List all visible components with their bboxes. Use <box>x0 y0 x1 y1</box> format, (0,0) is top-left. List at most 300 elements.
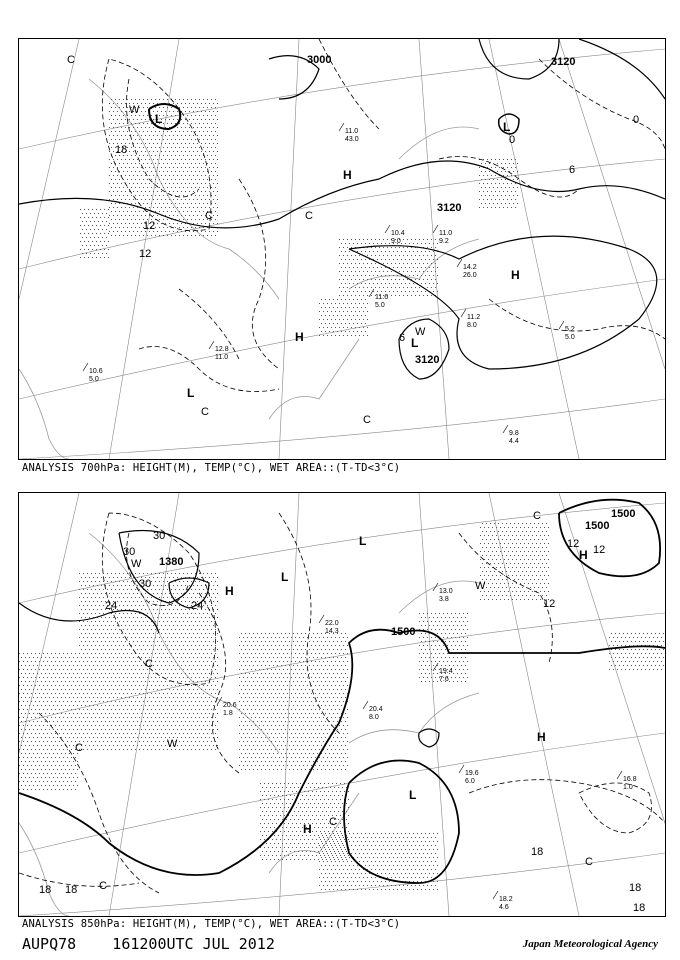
wet-dot <box>129 681 130 682</box>
wet-dot <box>217 617 218 618</box>
wet-dot <box>119 645 120 646</box>
wet-dot <box>199 709 200 710</box>
wet-dot <box>341 307 342 308</box>
wet-dot <box>333 761 334 762</box>
wet-dot <box>89 745 90 746</box>
wet-dot <box>205 697 206 698</box>
wet-dot <box>137 183 138 184</box>
wet-dot <box>343 279 344 280</box>
wet-dot <box>508 551 509 552</box>
wet-dot <box>181 729 182 730</box>
wet-dot <box>277 737 278 738</box>
wet-dot <box>347 765 348 766</box>
wet-dot <box>127 211 128 212</box>
wet-dot <box>29 729 30 730</box>
wet-dot <box>115 661 116 662</box>
wet-dot <box>249 649 250 650</box>
wet-dot <box>113 111 114 112</box>
wet-dot <box>135 147 136 148</box>
wet-dot <box>421 275 422 276</box>
wet-dot <box>55 725 56 726</box>
wet-dot <box>277 745 278 746</box>
wet-dot <box>45 705 46 706</box>
wet-dot <box>71 661 72 662</box>
wet-dot <box>179 235 180 236</box>
wet-dot <box>241 769 242 770</box>
wet-dot <box>91 717 92 718</box>
wet-dot <box>155 187 156 188</box>
wet-dot <box>431 239 432 240</box>
wet-dot <box>51 733 52 734</box>
wet-dot <box>177 665 178 666</box>
wet-dot <box>381 243 382 244</box>
wet-dot <box>61 737 62 738</box>
wet-dot <box>321 761 322 762</box>
station-value: 11.0 <box>215 354 229 361</box>
wet-dot <box>393 251 394 252</box>
wet-dot <box>63 693 64 694</box>
wet-dot <box>23 661 24 662</box>
wet-dot <box>97 689 98 690</box>
wet-dot <box>277 721 278 722</box>
wet-dot <box>205 649 206 650</box>
wet-dot <box>203 685 204 686</box>
wet-dot <box>187 573 188 574</box>
wet-dot <box>113 175 114 176</box>
wet-dot <box>317 673 318 674</box>
wet-dot <box>209 119 210 120</box>
wet-dot <box>133 609 134 610</box>
wet-dot <box>151 171 152 172</box>
wet-dot <box>499 207 500 208</box>
wet-dot <box>183 195 184 196</box>
wet-dot <box>85 689 86 690</box>
wet-dot <box>161 175 162 176</box>
wet-dot <box>135 187 136 188</box>
wet-dot <box>197 111 198 112</box>
wet-dot <box>269 673 270 674</box>
wet-dot <box>155 155 156 156</box>
wet-dot <box>139 163 140 164</box>
grid-lines <box>19 493 665 916</box>
wet-dot <box>129 151 130 152</box>
wet-dot <box>81 625 82 626</box>
wet-dot <box>207 661 208 662</box>
wet-dot <box>84 241 85 242</box>
wet-dot <box>187 653 188 654</box>
wet-dot <box>431 279 432 280</box>
wet-dot <box>339 327 340 328</box>
wet-dot <box>133 705 134 706</box>
wet-dot <box>171 685 172 686</box>
wet-dot <box>353 283 354 284</box>
wet-dot <box>33 745 34 746</box>
wet-dot <box>299 677 300 678</box>
wet-dot <box>181 159 182 160</box>
wet-dot <box>283 669 284 670</box>
wet-dot <box>84 225 85 226</box>
wet-dot <box>113 143 114 144</box>
wet-dot <box>191 741 192 742</box>
wet-dot <box>73 657 74 658</box>
wet-dot <box>63 749 64 750</box>
wet-dot <box>305 649 306 650</box>
wet-dot <box>217 119 218 120</box>
wet-dot <box>185 143 186 144</box>
wet-dot <box>69 657 70 658</box>
wet-dot <box>253 721 254 722</box>
wet-dot <box>179 621 180 622</box>
wet-dot <box>345 697 346 698</box>
wet-dot <box>201 633 202 634</box>
wet-dot <box>287 693 288 694</box>
wet-dot <box>109 713 110 714</box>
wet-dot <box>133 697 134 698</box>
wet-dot <box>323 765 324 766</box>
wet-dot <box>189 697 190 698</box>
wet-dot <box>273 713 274 714</box>
wet-dot <box>287 685 288 686</box>
wet-dot <box>115 219 116 220</box>
wet-dot <box>21 713 22 714</box>
wet-dot <box>311 637 312 638</box>
wet-dot <box>323 741 324 742</box>
wet-dot <box>213 231 214 232</box>
wet-dot <box>195 147 196 148</box>
wet-dot <box>129 143 130 144</box>
wet-dot <box>137 625 138 626</box>
wet-dot <box>117 673 118 674</box>
wet-dot <box>511 183 512 184</box>
wet-dot <box>215 115 216 116</box>
wet-dot <box>263 701 264 702</box>
wet-dot <box>31 669 32 670</box>
wet-dot <box>123 629 124 630</box>
wet-dot <box>245 665 246 666</box>
wet-dot <box>177 231 178 232</box>
wet-dot <box>145 593 146 594</box>
wet-dot <box>157 167 158 168</box>
wet-dot <box>77 705 78 706</box>
wet-dot <box>385 283 386 284</box>
wet-dot <box>341 721 342 722</box>
wet-dot <box>135 677 136 678</box>
wet-dot <box>27 653 28 654</box>
wet-dot <box>305 641 306 642</box>
wet-dot <box>179 717 180 718</box>
wet-dot <box>153 135 154 136</box>
wet-dot <box>163 581 164 582</box>
wet-dot <box>159 741 160 742</box>
wet-dot <box>107 701 108 702</box>
wet-dot <box>167 99 168 100</box>
wet-dot <box>327 701 328 702</box>
wet-dot <box>517 163 518 164</box>
wet-dot <box>251 693 252 694</box>
wet-dot <box>423 279 424 280</box>
wet-dot <box>37 737 38 738</box>
wet-dot <box>99 613 100 614</box>
wet-dot <box>161 649 162 650</box>
wet-dot <box>65 777 66 778</box>
wet-dot <box>501 187 502 188</box>
isotherm-label: 6 <box>399 332 406 344</box>
wet-dot <box>103 701 104 702</box>
wet-dot <box>65 705 66 706</box>
wet-dot <box>411 271 412 272</box>
wet-dot <box>211 171 212 172</box>
wet-dot <box>25 737 26 738</box>
wet-dot <box>137 665 138 666</box>
wet-dot <box>333 689 334 690</box>
wet-dot <box>397 283 398 284</box>
wet-dot <box>309 745 310 746</box>
wet-dot <box>261 713 262 714</box>
wet-dot <box>309 633 310 634</box>
wet-dot <box>177 649 178 650</box>
wet-dot <box>177 119 178 120</box>
wet-dot <box>75 685 76 686</box>
wet-dot <box>109 111 110 112</box>
wet-dot <box>96 225 97 226</box>
wet-dot <box>163 219 164 220</box>
wet-dot <box>69 681 70 682</box>
wet-dot <box>331 311 332 312</box>
wet-dot <box>111 645 112 646</box>
wet-dot <box>289 769 290 770</box>
wet-dot <box>383 263 384 264</box>
wet-dot <box>61 673 62 674</box>
wet-dot <box>365 315 366 316</box>
wet-dot <box>151 155 152 156</box>
wet-dot <box>313 753 314 754</box>
wet-dot <box>207 131 208 132</box>
wet-dot <box>191 597 192 598</box>
wet-dot <box>155 107 156 108</box>
wet-dot <box>197 103 198 104</box>
wet-dot <box>299 645 300 646</box>
wet-dot <box>57 769 58 770</box>
wet-dot <box>329 331 330 332</box>
wet-dot <box>277 633 278 634</box>
wet-dot <box>504 543 505 544</box>
wet-dot <box>494 523 495 524</box>
wet-dot <box>417 259 418 260</box>
wet-dot <box>297 665 298 666</box>
wet-dot <box>247 693 248 694</box>
wet-dot <box>115 717 116 718</box>
wet-dot <box>33 721 34 722</box>
wet-dot <box>359 311 360 312</box>
wet-dot <box>275 685 276 686</box>
wet-dot <box>115 653 116 654</box>
wet-dot <box>217 151 218 152</box>
wet-dot <box>239 733 240 734</box>
wet-dot <box>35 733 36 734</box>
wet-dot <box>311 701 312 702</box>
wet-dot <box>117 585 118 586</box>
wet-dot <box>283 653 284 654</box>
wet-dot <box>35 773 36 774</box>
wet-dot <box>141 649 142 650</box>
wet-dot <box>175 653 176 654</box>
wet-dot <box>165 617 166 618</box>
wet-dot <box>195 669 196 670</box>
wet-dot <box>211 621 212 622</box>
wet-dot <box>321 641 322 642</box>
wet-dot <box>303 693 304 694</box>
wet-dot <box>155 613 156 614</box>
wet-dot <box>161 705 162 706</box>
wet-dot <box>191 701 192 702</box>
wet-dot <box>93 673 94 674</box>
station-value: 26.0 <box>463 272 477 279</box>
wet-dot <box>117 199 118 200</box>
wet-dot <box>339 757 340 758</box>
wet-dot <box>331 669 332 670</box>
wet-dot <box>309 657 310 658</box>
wet-dot <box>121 601 122 602</box>
wet-dot <box>179 645 180 646</box>
wet-dot <box>197 215 198 216</box>
wet-dot <box>303 637 304 638</box>
wet-dot <box>49 697 50 698</box>
wet-dot <box>105 625 106 626</box>
wet-dot <box>335 725 336 726</box>
wet-dot <box>207 597 208 598</box>
wet-dot <box>195 179 196 180</box>
wet-dot <box>163 123 164 124</box>
wet-dot <box>193 119 194 120</box>
wet-dot <box>245 729 246 730</box>
wet-dot <box>129 183 130 184</box>
wet-dot <box>327 661 328 662</box>
wet-dot <box>431 247 432 248</box>
wet-dot <box>75 661 76 662</box>
wet-dot <box>215 605 216 606</box>
wet-dot <box>181 135 182 136</box>
wet-dot <box>427 287 428 288</box>
wet-dot <box>207 195 208 196</box>
wet-dot <box>151 717 152 718</box>
wet-dot <box>87 605 88 606</box>
wet-dot <box>195 749 196 750</box>
wet-dot <box>481 179 482 180</box>
wet-dot <box>111 749 112 750</box>
wet-dot <box>71 725 72 726</box>
wet-dot <box>193 737 194 738</box>
wet-dot <box>526 539 527 540</box>
wet-dot <box>487 191 488 192</box>
wet-dot <box>137 681 138 682</box>
wet-area-stipple <box>80 99 518 336</box>
wet-dot <box>295 717 296 718</box>
cold-center: C <box>67 54 75 66</box>
wet-dot <box>90 245 91 246</box>
wet-dot <box>325 307 326 308</box>
wet-dot <box>39 701 40 702</box>
wet-dot <box>209 657 210 658</box>
wet-dot <box>43 789 44 790</box>
wet-dot <box>85 609 86 610</box>
wet-dot <box>301 657 302 658</box>
wet-dot <box>63 661 64 662</box>
wet-dot <box>185 705 186 706</box>
wet-dot <box>347 733 348 734</box>
wet-dot <box>265 649 266 650</box>
wet-dot <box>269 705 270 706</box>
wet-dot <box>133 625 134 626</box>
wet-dot <box>321 323 322 324</box>
wet-dot <box>373 251 374 252</box>
wet-dot <box>255 757 256 758</box>
wet-dot <box>123 685 124 686</box>
wet-dot <box>359 239 360 240</box>
wet-dot <box>89 721 90 722</box>
wet-dot <box>486 555 487 556</box>
wet-dot <box>57 705 58 706</box>
wet-dot <box>329 315 330 316</box>
wet-dot <box>123 163 124 164</box>
wet-dot <box>125 729 126 730</box>
wet-dot <box>289 641 290 642</box>
wet-dot <box>145 641 146 642</box>
wet-dot <box>51 757 52 758</box>
wet-dot <box>51 781 52 782</box>
wet-dot <box>295 709 296 710</box>
wet-dot <box>413 243 414 244</box>
wet-dot <box>339 717 340 718</box>
wet-dot <box>335 741 336 742</box>
wet-dot <box>435 287 436 288</box>
wet-dot <box>173 167 174 168</box>
wet-dot <box>77 721 78 722</box>
wet-dot <box>247 645 248 646</box>
wet-dot <box>319 709 320 710</box>
low-center: L <box>187 386 195 400</box>
wet-dot <box>335 645 336 646</box>
wet-dot <box>143 179 144 180</box>
wet-dot <box>101 633 102 634</box>
wet-dot <box>191 581 192 582</box>
wet-dot <box>181 175 182 176</box>
wet-dot <box>145 681 146 682</box>
wet-dot <box>213 119 214 120</box>
wet-dot <box>91 677 92 678</box>
wet-dot <box>109 721 110 722</box>
wet-dot <box>339 709 340 710</box>
wet-dot <box>183 573 184 574</box>
wet-dot <box>21 665 22 666</box>
wet-dot <box>67 757 68 758</box>
wet-dot <box>185 585 186 586</box>
wet-dot <box>165 673 166 674</box>
wet-dot <box>241 745 242 746</box>
wet-dot <box>379 255 380 256</box>
wet-dot <box>311 661 312 662</box>
station-value: 4.4 <box>509 438 519 445</box>
wet-dot <box>255 733 256 734</box>
wet-dot <box>345 259 346 260</box>
wet-dot <box>339 271 340 272</box>
wet-dot <box>135 99 136 100</box>
wet-dot <box>339 749 340 750</box>
wet-dot <box>107 573 108 574</box>
wet-dot <box>19 685 20 686</box>
wet-dot <box>121 713 122 714</box>
wet-dot <box>213 577 214 578</box>
wet-dot <box>69 729 70 730</box>
